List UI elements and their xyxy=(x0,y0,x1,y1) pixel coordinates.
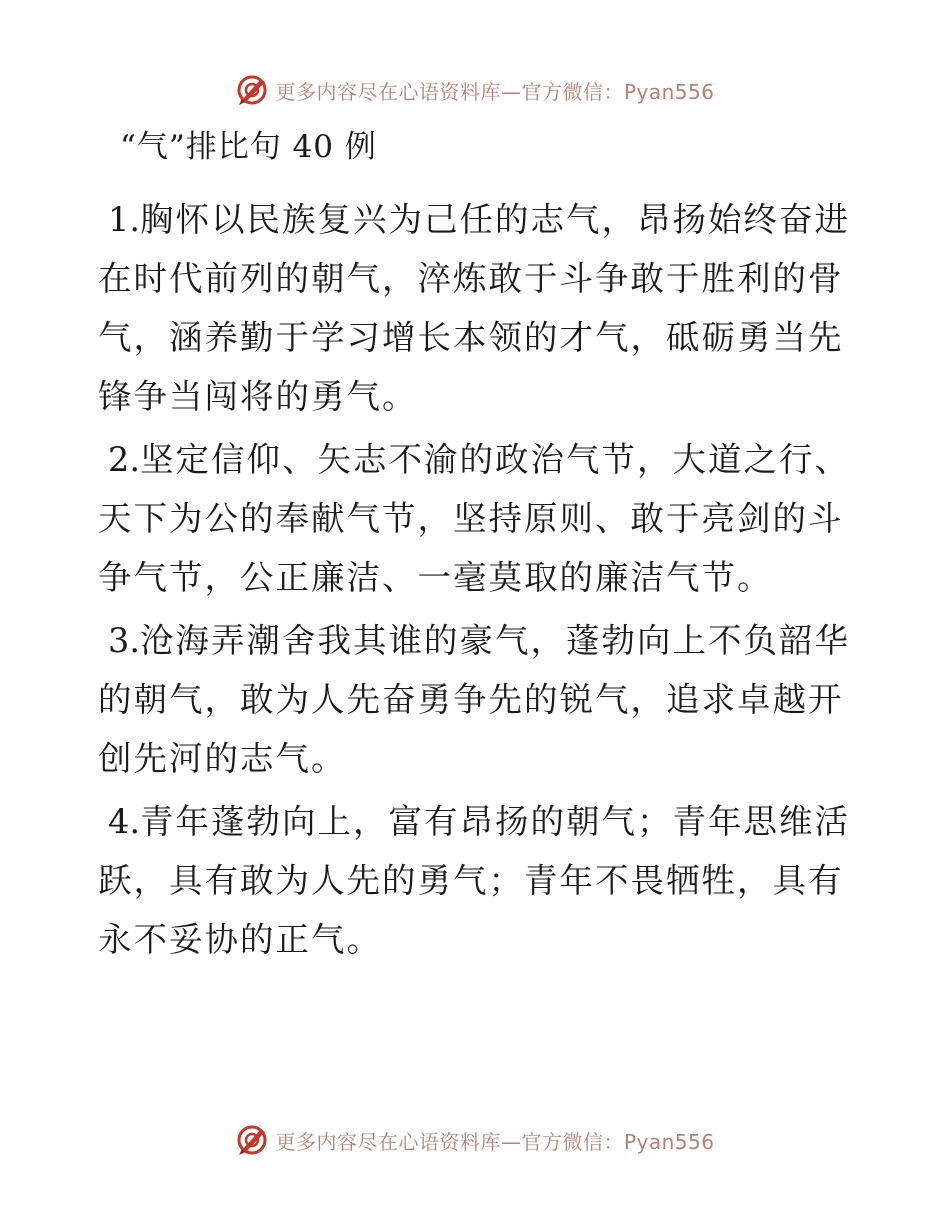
pen-logo-icon xyxy=(235,73,269,107)
banner-text: 更多内容尽在心语资料库—官方微信：Pyan556 xyxy=(275,79,715,104)
paragraph-2 xyxy=(98,430,850,607)
paragraph-text: 沧海弄潮舍我其谁的豪气，蓬勃向上不负韶华的朝气，敢为人先奋勇争先的锐气，追求卓越开创先河的志气。 xyxy=(98,621,850,778)
document-body xyxy=(98,190,850,973)
paragraph-number: 3. xyxy=(108,621,140,660)
paragraph-text: 青年蓬勃向上，富有昂扬的朝气；青年思维活跃，具有敢为人先的勇气；青年不畏牺牲，具有永不妥协的正气。 xyxy=(98,802,850,959)
paragraph-number: 2. xyxy=(108,440,140,479)
paragraph-text: 胸怀以民族复兴为己任的志气，昂扬始终奋进在时代前列的朝气，淬炼敢于斗争敢于胜利的骨气，涵养勤于学习增长本领的才气，砥砺勇当先锋争当闯将的勇气。 xyxy=(98,200,850,416)
paragraph-4 xyxy=(98,792,850,969)
banner-text: 更多内容尽在心语资料库—官方微信：Pyan556 xyxy=(275,1129,715,1154)
header-banner xyxy=(0,70,950,110)
footer-banner xyxy=(0,1120,950,1160)
pen-logo-icon xyxy=(235,1123,269,1157)
paragraph-text: 坚定信仰、矢志不渝的政治气节，大道之行、天下为公的奉献气节，坚持原则、敢于亮剑的斗争气节，公正廉洁、一毫莫取的廉洁气节。 xyxy=(98,440,850,597)
paragraph-1 xyxy=(98,190,850,426)
document-title: “气”排比句 40 例 xyxy=(120,129,377,165)
paragraph-number: 4. xyxy=(108,802,140,841)
paragraph-3 xyxy=(98,611,850,788)
paragraph-number: 1. xyxy=(108,200,140,239)
